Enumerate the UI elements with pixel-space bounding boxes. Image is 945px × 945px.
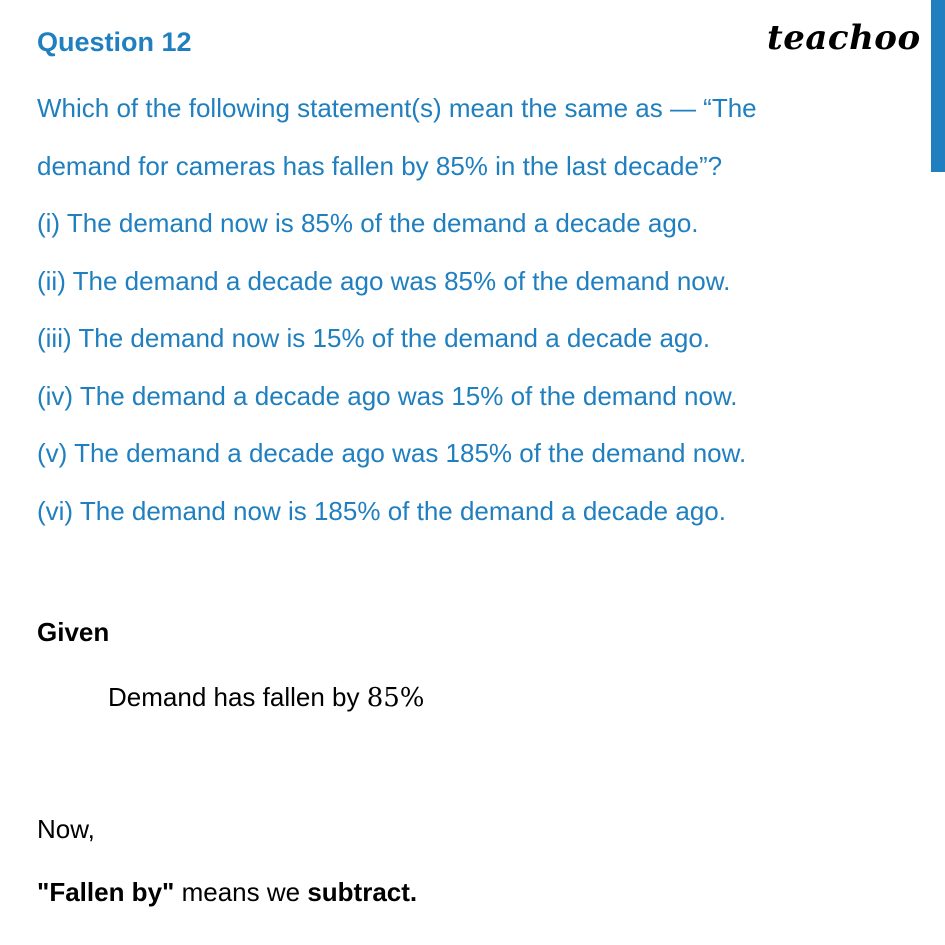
given-text: Demand has fallen by bbox=[108, 682, 367, 712]
question-text bbox=[37, 80, 917, 540]
given-statement bbox=[108, 679, 425, 716]
option-vi: (vi) The demand now is 185% of the demand a decade ago. bbox=[37, 495, 726, 526]
question-line: Which of the following statement(s) mean the same as — “The bbox=[37, 93, 757, 123]
teachoo-logo: teachoo bbox=[767, 18, 921, 58]
explain-connector: means we bbox=[174, 877, 308, 907]
scrollbar-thumb[interactable] bbox=[931, 0, 945, 172]
option-ii: (ii) The demand a decade ago was 85% of the demand now. bbox=[37, 265, 731, 296]
given-value: 85% bbox=[366, 683, 425, 713]
fallen-by-term: "Fallen by" bbox=[37, 877, 175, 907]
now-text: Now, bbox=[37, 814, 95, 844]
option-iii: (iii) The demand now is 15% of the demand a decade ago. bbox=[37, 323, 711, 353]
question-title: Question 12 bbox=[37, 27, 192, 57]
given-heading: Given bbox=[37, 617, 110, 647]
explanation bbox=[37, 874, 417, 910]
question-line: demand for cameras has fallen by 85% in the last decade”? bbox=[37, 150, 723, 181]
scrollbar[interactable] bbox=[931, 0, 945, 945]
option-v: (v) The demand a decade ago was 185% of the demand now. bbox=[37, 438, 747, 468]
option-iv: (iv) The demand a decade ago was 15% of the demand now. bbox=[37, 380, 738, 411]
subtract-term: subtract. bbox=[307, 877, 418, 907]
option-i: (i) The demand now is 85% of the demand a decade ago. bbox=[37, 208, 699, 238]
